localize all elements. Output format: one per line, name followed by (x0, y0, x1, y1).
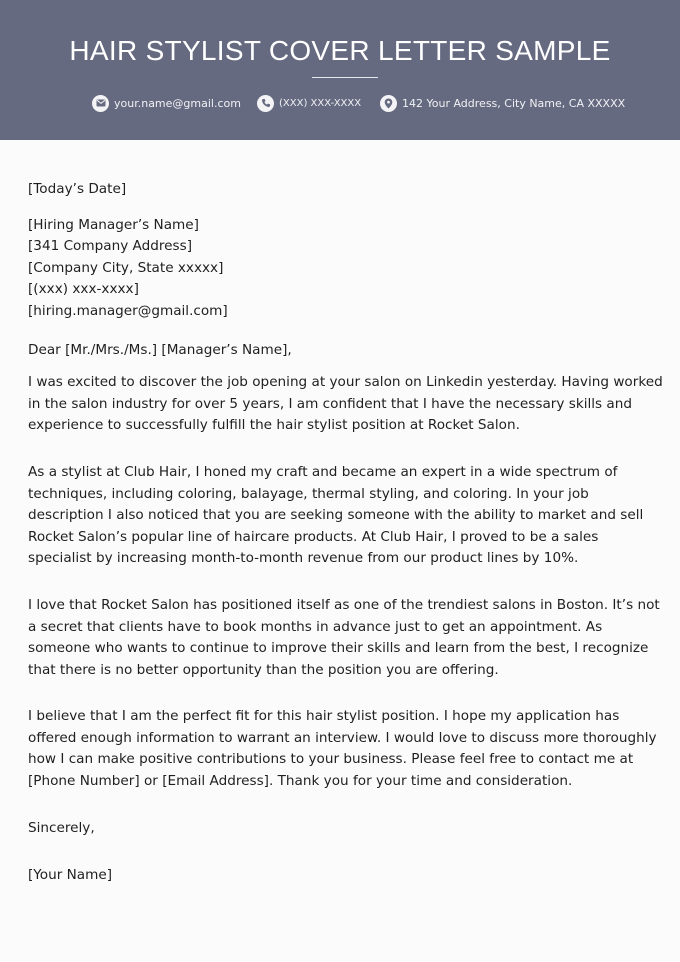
page-title: HAIR STYLIST COVER LETTER SAMPLE (69, 35, 611, 66)
phone-text: (XXX) XXX-XXXX (279, 97, 362, 109)
paragraph-intro: I was excited to discover the job opening at your salon on Linkedin yesterday. Having worked in the salon industry for over 5 years, I am confident that I have the necessary skills and experience to successfully fulfill the hair stylist position at Rocket Salon. (28, 374, 663, 434)
address-text: 142 Your Address, City Name, CA XXXXX (402, 96, 626, 110)
recipient-address: [341 Company Address] (28, 238, 193, 255)
recipient-city: [Company City, State xxxxx] (28, 259, 224, 276)
paragraph-closing: I believe that I am the perfect fit for this hair stylist position. I hope my application has offered enough information to warrant an interview. I would love to discuss more thoroughly how I can make positive contributions to your business. Please feel free to contact me at [Phone Number] or [Email Address]. Thank you for your time and consideration. (28, 708, 657, 790)
recipient-block (28, 215, 664, 323)
contact-address (380, 93, 625, 113)
paragraph-experience: As a stylist at Club Hair, I honed my craft and became an expert in a wide spectrum of techniques, including coloring, balayage, thermal styling, and coloring. In your job description I also noticed that you are seeking someone with the ability to market and sell Rocket Salon’s popular line of haircare products. At Club Hair, I proved to be a sales specialist by increasing month-to-month revenue from our product lines by 10%. (28, 463, 644, 567)
closing: Sincerely, (28, 819, 95, 836)
recipient-email: [hiring.manager@gmail.com] (28, 302, 228, 319)
email-icon (92, 95, 109, 112)
contact-phone[interactable] (257, 93, 361, 113)
salutation: Dear [Mr./Mrs./Ms.] [Manager’s Name], (28, 341, 292, 358)
paragraph-motivation: I love that Rocket Salon has positioned itself as one of the trendiest salons in Boston. It’s not a secret that clients have to book months in advance just to get an appointment. As someone who wants to continue to improve their skills and learn from the best, I recognize that there is no better opportunity than the position you are offering. (28, 596, 660, 678)
location-pin-icon (380, 95, 397, 112)
letter-date: [Today’s Date] (28, 181, 127, 197)
signature-name: [Your Name] (28, 867, 113, 884)
header-band (0, 0, 680, 140)
recipient-phone: [(xxx) xxx-xxxx] (28, 281, 139, 298)
phone-icon (257, 95, 274, 112)
title-divider (312, 77, 378, 78)
recipient-name: [Hiring Manager’s Name] (28, 216, 199, 233)
email-text: your.name@gmail.com (114, 96, 241, 110)
letter-body (28, 179, 664, 887)
contact-email[interactable] (92, 93, 241, 113)
